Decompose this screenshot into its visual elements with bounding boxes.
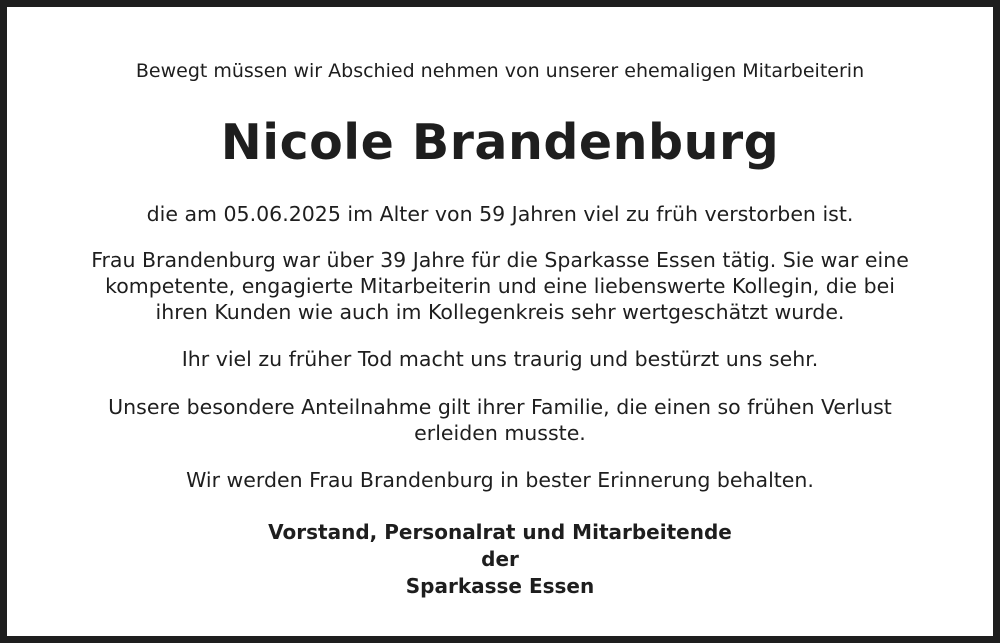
death-date-text: die am 05.06.2025 im Alter von 59 Jahren viel zu früh verstorben ist.: [146, 202, 854, 226]
tribute-text-line: kompetente, engagierte Mitarbeiterin und eine liebenswerte Kollegin, die bei: [105, 274, 895, 298]
signature-organization: Sparkasse Essen: [405, 574, 595, 598]
deceased-name: Nicole Brandenburg: [220, 114, 780, 171]
condolence-text-line: Unsere besondere Anteilnahme gilt ihrer Familie, die einen so frühen Verlust: [108, 395, 892, 419]
signature-line: der: [481, 547, 519, 571]
intro-text: Bewegt müssen wir Abschied nehmen von unserer ehemaligen Mitarbeiterin: [135, 60, 865, 82]
tribute-text-line: ihren Kunden wie auch im Kollegenkreis sehr wertgeschätzt wurde.: [155, 300, 845, 324]
sorrow-text: Ihr viel zu früher Tod macht uns traurig und bestürzt uns sehr.: [181, 347, 819, 371]
remembrance-text: Wir werden Frau Brandenburg in bester Erinnerung behalten.: [186, 468, 814, 492]
signature-line: Vorstand, Personalrat und Mitarbeitende: [268, 520, 732, 544]
tribute-text-line: Frau Brandenburg war über 39 Jahre für die Sparkasse Essen tätig. Sie war eine: [91, 248, 909, 272]
condolence-text-line: erleiden musste.: [414, 421, 586, 445]
